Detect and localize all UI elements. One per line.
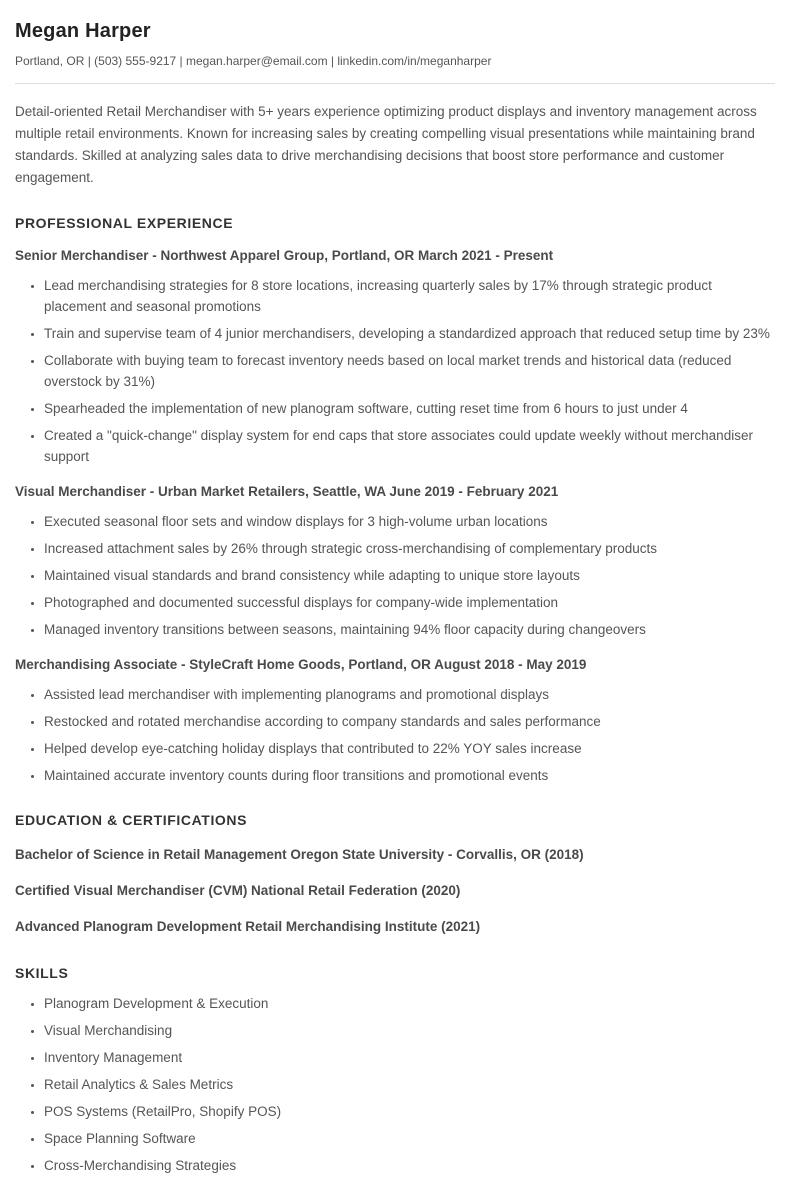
bullet-item: • Increased attachment sales by 26% through strategic cross-merchandising of complementary products [44, 538, 775, 559]
bullet-item: • Train and supervise team of 4 junior merchandisers, developing a standardized approach that reduced setup time by 23% [44, 323, 775, 344]
bullet-item: • Executed seasonal floor sets and window displays for 3 high-volume urban locations [44, 511, 775, 532]
bullet-item: • Managed inventory transitions between seasons, maintaining 94% floor capacity during changeovers [44, 619, 775, 640]
job-title-visual-merchandiser: Visual Merchandiser - Urban Market Retailers, Seattle, WA June 2019 - February 2021 [15, 484, 559, 499]
bullet-item: • Helped develop eye-catching holiday displays that contributed to 22% YOY sales increase [44, 738, 775, 759]
skill-item: • POS Systems (RetailPro, Shopify POS) [44, 1101, 775, 1122]
bullet-item: • Created a "quick-change" display system for end caps that store associates could update weekly without merchandiser support [44, 425, 775, 467]
education-item: Bachelor of Science in Retail Management Oregon State University - Corvallis, OR (2018) [15, 847, 584, 862]
bullet-item: • Collaborate with buying team to forecast inventory needs based on local market trends and historical data (reduced overstock by 31%) [44, 350, 775, 392]
job-bullet-list [15, 511, 775, 640]
summary-paragraph: Detail-oriented Retail Merchandiser with 5+ years experience optimizing product displays and inventory management across multiple retail environments. Known for increasing sales by creating compelling visual presentations while maintaining brand standards. Skilled at analyzing sales data to drive merchandising decisions that boost store performance and customer engagement. [15, 104, 757, 185]
section-heading-education: EDUCATION & CERTIFICATIONS [15, 812, 248, 828]
skill-item: • Retail Analytics & Sales Metrics [44, 1074, 775, 1095]
skills-list [15, 993, 775, 1176]
bullet-item: • Maintained visual standards and brand consistency while adapting to unique store layouts [44, 565, 775, 586]
section-heading-skills: SKILLS [15, 965, 69, 981]
page-title: Megan Harper [15, 20, 151, 42]
header-divider [15, 83, 775, 84]
bullet-item: • Assisted lead merchandiser with implementing planograms and promotional displays [44, 684, 775, 705]
skill-item: • Cross-Merchandising Strategies [44, 1155, 775, 1176]
bullet-item: • Restocked and rotated merchandise according to company standards and sales performance [44, 711, 775, 732]
education-item: Certified Visual Merchandiser (CVM) National Retail Federation (2020) [15, 883, 461, 898]
bullet-item: • Lead merchandising strategies for 8 store locations, increasing quarterly sales by 17% through strategic product placement and seasonal promotions [44, 275, 775, 317]
skill-item: • Planogram Development & Execution [44, 993, 775, 1014]
contact-info: Portland, OR | (503) 555-9217 | megan.harper@email.com | linkedin.com/in/meganharper [15, 54, 492, 68]
education-item: Advanced Planogram Development Retail Merchandising Institute (2021) [15, 919, 481, 934]
bullet-item: • Maintained accurate inventory counts during floor transitions and promotional events [44, 765, 775, 786]
skill-item: • Inventory Management [44, 1047, 775, 1068]
bullet-item: • Photographed and documented successful displays for company-wide implementation [44, 592, 775, 613]
job-title-senior-merchandiser: Senior Merchandiser - Northwest Apparel Group, Portland, OR March 2021 - Present [15, 248, 554, 263]
job-title-merchandising-associate: Merchandising Associate - StyleCraft Home Goods, Portland, OR August 2018 - May 2019 [15, 657, 587, 672]
bullet-item: • Spearheaded the implementation of new planogram software, cutting reset time from 6 hours to just under 4 [44, 398, 775, 419]
job-bullet-list [15, 275, 775, 467]
skill-item: • Visual Merchandising [44, 1020, 775, 1041]
section-heading-experience: PROFESSIONAL EXPERIENCE [15, 215, 234, 231]
job-bullet-list [15, 684, 775, 786]
skill-item: • Space Planning Software [44, 1128, 775, 1149]
education-list [15, 842, 775, 939]
